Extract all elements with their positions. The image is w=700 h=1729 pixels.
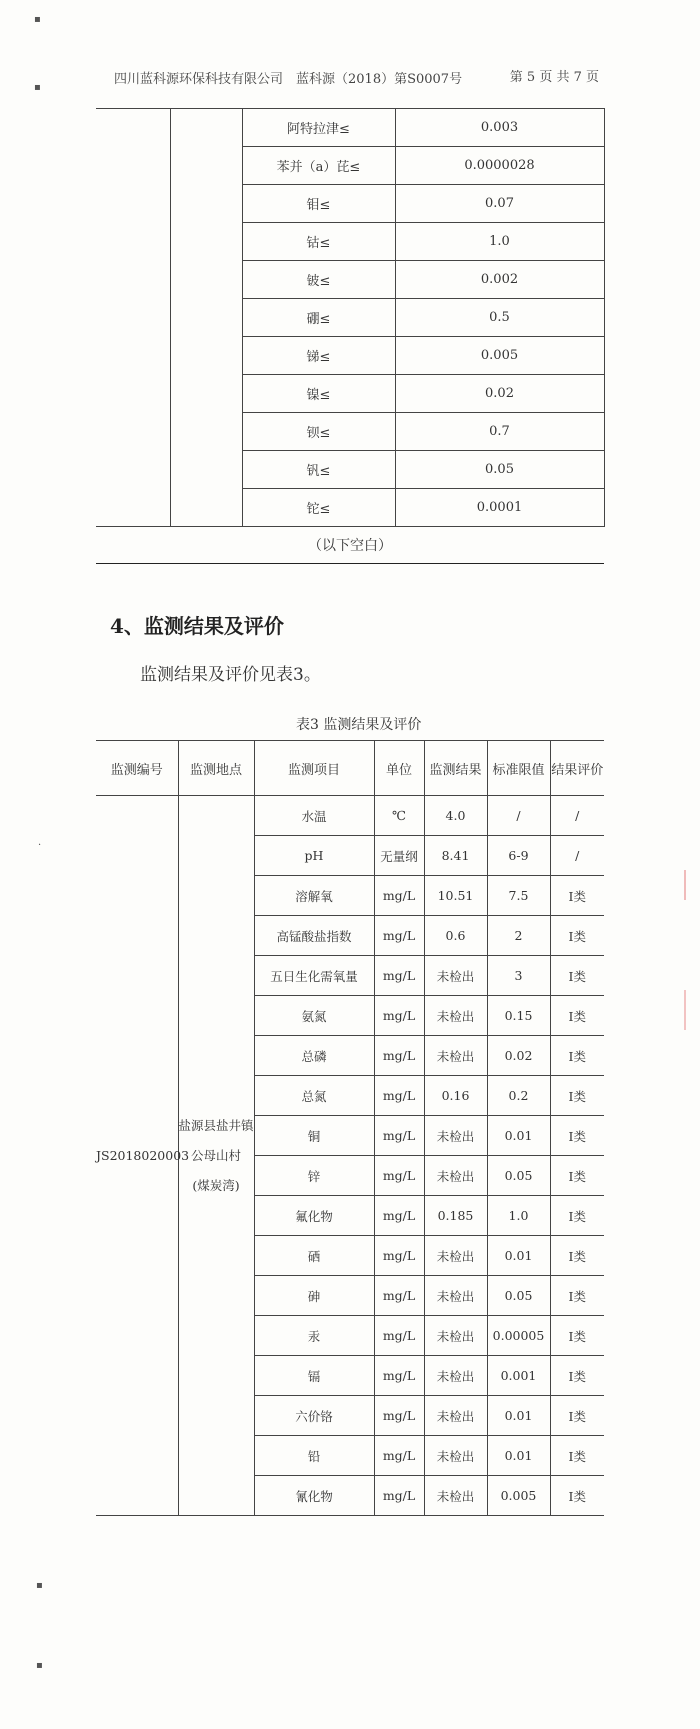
item-cell: 钴≤ (242, 223, 395, 261)
eval-cell: / (550, 796, 604, 836)
result-cell: 未检出 (424, 1356, 487, 1396)
limit-cell: / (487, 796, 550, 836)
result-cell: 4.0 (424, 796, 487, 836)
item-cell: 阿特拉津≤ (242, 109, 395, 147)
result-cell: 未检出 (424, 1036, 487, 1076)
item-cell: 总磷 (254, 1036, 374, 1076)
result-cell: 未检出 (424, 1236, 487, 1276)
item-cell: 硒 (254, 1236, 374, 1276)
limit-cell: 0.5 (395, 299, 604, 337)
seal-stamp-fragment (684, 990, 700, 1030)
unit-cell: mg/L (374, 1036, 424, 1076)
unit-cell: ℃ (374, 796, 424, 836)
item-cell: 苯并（a）芘≤ (242, 147, 395, 185)
blank-cell (96, 109, 170, 527)
limit-cell: 0.2 (487, 1076, 550, 1116)
item-cell: 钡≤ (242, 413, 395, 451)
eval-cell: I类 (550, 916, 604, 956)
item-cell: 钼≤ (242, 185, 395, 223)
item-cell: 五日生化需氧量 (254, 956, 374, 996)
seal-stamp-fragment (684, 870, 700, 900)
unit-cell: mg/L (374, 1116, 424, 1156)
limit-cell: 2 (487, 916, 550, 956)
result-cell: 未检出 (424, 956, 487, 996)
results-table (96, 740, 604, 1516)
site-cell (178, 796, 254, 1516)
table-end-row (96, 527, 604, 564)
eval-cell: I类 (550, 1316, 604, 1356)
scan-speck: ▪ (36, 1580, 43, 1591)
limit-cell: 0.15 (487, 996, 550, 1036)
item-cell: 溶解氧 (254, 876, 374, 916)
unit-cell: mg/L (374, 1276, 424, 1316)
limit-cell: 0.00005 (487, 1316, 550, 1356)
eval-cell: I类 (550, 1036, 604, 1076)
result-cell: 0.6 (424, 916, 487, 956)
limit-cell: 0.001 (487, 1356, 550, 1396)
eval-cell: I类 (550, 1236, 604, 1276)
unit-cell: mg/L (374, 1356, 424, 1396)
unit-cell: mg/L (374, 876, 424, 916)
limit-cell: 0.05 (395, 451, 604, 489)
item-cell: 六价铬 (254, 1396, 374, 1436)
section-heading: 4、监测结果及评价 (110, 614, 284, 638)
result-cell: 未检出 (424, 1436, 487, 1476)
limit-cell: 0.002 (395, 261, 604, 299)
site-line: 公母山村 (190, 1147, 241, 1163)
eval-cell: I类 (550, 1156, 604, 1196)
unit-cell: mg/L (374, 1156, 424, 1196)
company-name: 四川蓝科源环保科技有限公司 (114, 72, 284, 87)
limit-cell: 0.01 (487, 1236, 550, 1276)
limit-cell: 3 (487, 956, 550, 996)
table-row (96, 796, 604, 836)
result-cell: 8.41 (424, 836, 487, 876)
limit-cell: 0.0000028 (395, 147, 604, 185)
end-note: （以下空白） (96, 527, 604, 564)
column-header: 单位 (374, 741, 424, 796)
limit-cell: 0.02 (395, 375, 604, 413)
item-cell: 钒≤ (242, 451, 395, 489)
table-caption: 表3 监测结果及评价 (296, 717, 422, 733)
scan-speck: ▪ (34, 14, 41, 25)
unit-cell: mg/L (374, 1396, 424, 1436)
limit-cell: 0.005 (395, 337, 604, 375)
limit-cell: 0.0001 (395, 489, 604, 527)
limit-cell: 0.01 (487, 1116, 550, 1156)
eval-cell: I类 (550, 956, 604, 996)
unit-cell: mg/L (374, 1196, 424, 1236)
limit-cell: 0.01 (487, 1436, 550, 1476)
eval-cell: I类 (550, 1356, 604, 1396)
item-cell: 氟化物 (254, 1196, 374, 1236)
eval-cell: I类 (550, 996, 604, 1036)
unit-cell: mg/L (374, 1316, 424, 1356)
site-line: 盐源县盐井镇 (178, 1117, 254, 1133)
item-cell: 镉 (254, 1356, 374, 1396)
limit-cell: 0.7 (395, 413, 604, 451)
item-cell: 铊≤ (242, 489, 395, 527)
item-cell: 汞 (254, 1316, 374, 1356)
site-line: (煤炭湾) (192, 1177, 240, 1193)
eval-cell: I类 (550, 1396, 604, 1436)
column-header: 监测地点 (178, 741, 254, 796)
eval-cell: I类 (550, 1196, 604, 1236)
unit-cell: mg/L (374, 996, 424, 1036)
unit-cell: mg/L (374, 916, 424, 956)
unit-cell: mg/L (374, 1476, 424, 1516)
result-cell: 10.51 (424, 876, 487, 916)
eval-cell: I类 (550, 1076, 604, 1116)
scan-speck: · (38, 840, 42, 851)
standards-table-continued (96, 108, 605, 564)
result-cell: 未检出 (424, 1156, 487, 1196)
limit-cell: 0.07 (395, 185, 604, 223)
section-paragraph: 监测结果及评价见表3。 (140, 665, 321, 685)
eval-cell: I类 (550, 1116, 604, 1156)
item-cell: 铅 (254, 1436, 374, 1476)
eval-cell: I类 (550, 876, 604, 916)
scan-speck: ▪ (36, 1660, 43, 1671)
eval-cell: / (550, 836, 604, 876)
scan-speck: ▪ (34, 82, 41, 93)
item-cell: 高锰酸盐指数 (254, 916, 374, 956)
column-header: 监测编号 (96, 741, 178, 796)
result-cell: 0.185 (424, 1196, 487, 1236)
limit-cell: 0.05 (487, 1276, 550, 1316)
result-cell: 未检出 (424, 996, 487, 1036)
column-header: 监测项目 (254, 741, 374, 796)
result-cell: 未检出 (424, 1276, 487, 1316)
item-cell: 总氮 (254, 1076, 374, 1116)
limit-cell: 1.0 (395, 223, 604, 261)
result-cell: 未检出 (424, 1396, 487, 1436)
limit-cell: 7.5 (487, 876, 550, 916)
column-header: 标准限值 (487, 741, 550, 796)
column-header: 结果评价 (550, 741, 604, 796)
limit-cell: 6-9 (487, 836, 550, 876)
unit-cell: 无量纲 (374, 836, 424, 876)
item-cell: 镍≤ (242, 375, 395, 413)
item-cell: 硼≤ (242, 299, 395, 337)
result-cell: 未检出 (424, 1476, 487, 1516)
document-number: 蓝科源（2018）第S0007号 (296, 72, 463, 87)
result-cell: 0.16 (424, 1076, 487, 1116)
limit-cell: 0.01 (487, 1396, 550, 1436)
blank-cell (170, 109, 242, 527)
page-header (96, 64, 601, 86)
item-cell: 氨氮 (254, 996, 374, 1036)
item-cell: 锑≤ (242, 337, 395, 375)
limit-cell: 0.02 (487, 1036, 550, 1076)
limit-cell: 0.005 (487, 1476, 550, 1516)
item-cell: 锌 (254, 1156, 374, 1196)
limit-cell: 1.0 (487, 1196, 550, 1236)
unit-cell: mg/L (374, 1236, 424, 1276)
result-cell: 未检出 (424, 1116, 487, 1156)
item-cell: 氰化物 (254, 1476, 374, 1516)
unit-cell: mg/L (374, 956, 424, 996)
item-cell: 水温 (254, 796, 374, 836)
item-cell: 铜 (254, 1116, 374, 1156)
item-cell: 铍≤ (242, 261, 395, 299)
column-header: 监测结果 (424, 741, 487, 796)
result-cell: 未检出 (424, 1316, 487, 1356)
eval-cell: I类 (550, 1476, 604, 1516)
limit-cell: 0.003 (395, 109, 604, 147)
sample-id-cell: JS2018020003 (96, 796, 178, 1516)
table-row (96, 109, 604, 147)
eval-cell: I类 (550, 1276, 604, 1316)
page-indicator: 第 5 页 共 7 页 (509, 70, 599, 85)
limit-cell: 0.05 (487, 1156, 550, 1196)
item-cell: pH (254, 836, 374, 876)
eval-cell: I类 (550, 1436, 604, 1476)
unit-cell: mg/L (374, 1076, 424, 1116)
unit-cell: mg/L (374, 1436, 424, 1476)
item-cell: 砷 (254, 1276, 374, 1316)
